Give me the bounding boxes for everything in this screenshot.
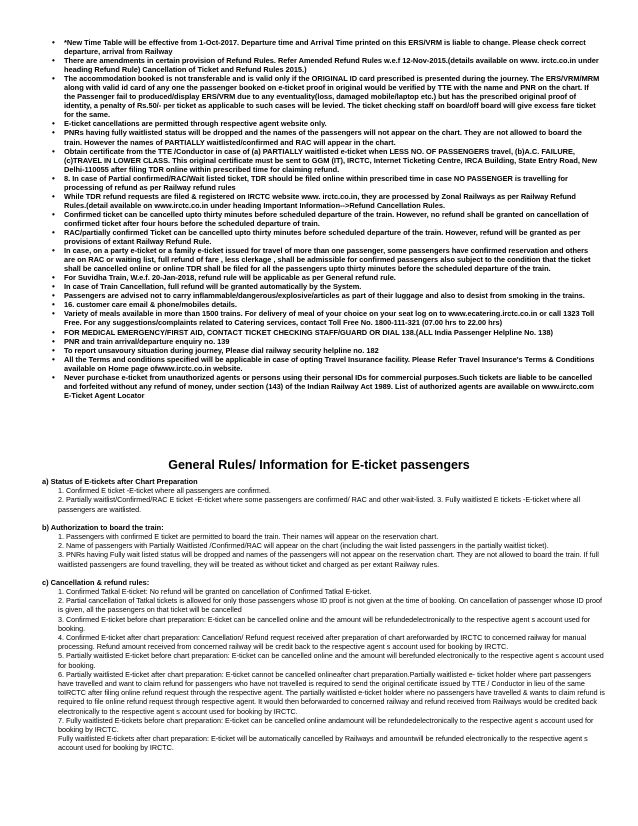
- terms-bullet-item: • Passengers are advised not to carry inflammable/dangerous/explosive/articles as part of their luggage and also to desist from smoking in the trains.: [52, 291, 600, 300]
- terms-bullet-item: • In case of Train Cancellation, full refund will be granted automatically by the System.: [52, 282, 600, 291]
- rules-item: 4. Confirmed E-ticket after chart preparation: Cancellation/ Refund request received after preparation of chart areforwarded by IRCTC to concerned railway for manual processing. Refund amount received from concerned railway will be credit back to the respective agent s account used for booking by IRCTC.: [58, 633, 587, 652]
- rules-section-title: c) Cancellation & refund rules:: [42, 577, 150, 587]
- terms-bullet-item: • PNRs having fully waitlisted status will be dropped and the names of the passengers will not appear on the chart. They are not allowed to board the train. However the names of PARTIALLY waitlisted/confirmed and RAC will appear in the chart.: [52, 128, 600, 146]
- terms-bullet-item: • FOR MEDICAL EMERGENCY/FIRST AID, CONTACT TICKET CHECKING STAFF/GUARD OR DIAL 138.(ALL India Passenger Helpline No. 138): [52, 328, 600, 337]
- rules-section-items: [42, 532, 607, 569]
- rules-item: 3. PNRs having Fully wait listed status will be dropped and names of the passengers will not appear on the reservation chart. They are not allowed to board the train. If full waitlisted passengers are found travelling, they will be treated as without ticket and charged as per extant Railway rules.: [58, 550, 599, 569]
- terms-bullet-list: [52, 38, 600, 400]
- rules-item: 1. Passengers with confirmed E ticket are permitted to board the train. Their names will appear on the reservation chart.: [58, 532, 439, 542]
- rules-item: 2. Name of passengers with Partially Waitlisted /Confirmed/RAC will appear on the chart (including the wait listed passengers in the partially waitlist ticket).: [58, 541, 549, 551]
- terms-bullet-item: • Variety of meals available in more than 1500 trains. For delivery of meal of your choice on your seat log on to www.ecatering.irctc.co.in or call 1323 Toll Free. For any suggestions/complaints related to Catering services, contact Toll Free No. 1800-111-321 (07.00 hrs to 22.00 hrs): [52, 309, 600, 327]
- general-rules-heading: General Rules/ Information for E-ticket passengers: [168, 458, 470, 472]
- terms-bullet-item: • Never purchase e-ticket from unauthorized agents or persons using their personal IDs for commercial purposes.Such tickets are liable to be cancelled and forfeited without any refund of money, under section (143) of the Indian Railway Act 1989. List of authorized agents are available on www.irctc.com E-Ticket Agent Locator: [52, 373, 600, 400]
- terms-bullet-item: • Confirmed ticket can be cancelled upto thirty minutes before scheduled departure of the train. However, no refund shall be granted on cancellation of confirmed ticket after four hours before the scheduled departure of train.: [52, 210, 600, 228]
- rules-item: 6. Partially waitlisted E-ticket after chart preparation: E-ticket cannot be cancelled onlineafter chart preparation.Partially waitlisted e- ticket holder where part passengers have travelled and want to claim refund for passengers who have not travelled is required to send the original certificate issued by TTE / Conductor in lieu of the same toIRCTC after filing online refund request through the respective agent. The partially waitlisted e-ticket holder where no passengers have travelled & wants to claim refund is required to file online refund request through respective agent. It would then beforwarded to concerned railway and refund received from Railways would be credited back electronically to the respective agent s account used for booking by IRCTC.: [58, 669, 605, 716]
- rules-section-title: a) Status of E-tickets after Chart Preparation: [42, 477, 198, 486]
- rules-section: [42, 523, 607, 569]
- rules-item: 1. Confirmed E ticket -E-ticket where all passengers are confirmed.: [58, 486, 271, 496]
- terms-bullet-item: • PNR and train arrival/departure enquiry no. 139: [52, 337, 600, 346]
- rules-section-items: [42, 587, 607, 753]
- terms-bullet-item: • All the Terms and conditions specified will be applicable in case of opting Travel Insurance facility. Please Refer Travel Insurance's Terms & Conditions available on Home page ofwww.irctc.co.in website.: [52, 355, 600, 373]
- terms-bullet-item: • The accommodation booked is not transferable and is valid only if the ORIGINAL ID card prescribed is presented during the journey. The ERS/VRM/MRM along with valid id card of any one the passenger booked on e-ticket proof in original would be verified by TTE with the name and PNR on the chart. If the Passenger fail to produced/display ERS/VRM due to any eventuality(loss, damaged mobile/laptop etc.) but has the prescribed original proof of identity, a penalty of Rs.50/- per ticket as applicable to such cases will be levied. The ticket checking staff on board/off board will give excess fare ticket for the same.: [52, 74, 600, 119]
- rules-item: 7. Fully waitlisted E-tickets before chart preparation: E-ticket can be cancelled online andamount will be refundedelectronically to the respective agent s account used for booking by IRCTC.: [58, 715, 594, 735]
- terms-bullet-item: • To report unsavoury situation during journey, Please dial railway security helpline no. 182: [52, 346, 600, 355]
- terms-bullet-item: • In case, on a party e-ticket or a family e-ticket issued for travel of more than one passenger, some passengers have confirmed reservation and others are on RAC or waiting list, full refund of fare , less clerkage , shall be admissible for confirmed passengers also subject to the condition that the ticket shall be cancelled online or online TDR shall be filed for all the passengers upto thirty minutes before the scheduled departure of the train.: [52, 246, 600, 273]
- terms-bullet-item: • E-ticket cancellations are permitted through respective agent website only.: [52, 119, 600, 128]
- terms-bullet-item: • Obtain certificate from the TTE /Conductor in case of (a) PARTIALLY waitlisted e-ticket when LESS NO. OF PASSENGERS travel, (b)A.C. FAILURE, (c)TRAVEL IN LOWER CLASS. This original certificate must be sent to GGM (IT), IRCTC, Internet Ticketing Centre, IRCA Building, State Entry Road, New Delhi-110055 after filing TDR online within prescribed time for claiming refund.: [52, 147, 600, 174]
- rules-section-title: b) Authorization to board the train:: [42, 522, 164, 532]
- rules-section-items: [42, 486, 607, 514]
- terms-bullet-item: • 8. In case of Partial confirmed/RAC/Wait listed ticket, TDR should be filed online within prescribed time in case NO PASSENGER is travelling for processing of refund as per Railway refund rules: [52, 174, 600, 192]
- rules-section: [42, 578, 607, 753]
- terms-bullet-item: • There are amendments in certain provision of Refund Rules. Refer Amended Refund Rules w.e.f 12-Nov-2015.(details available on www. irctc.co.in under heading Refund Rule) Cancellation of Ticket and Refund Rules 2015.): [52, 56, 600, 74]
- rules-item: 2. Partially waitlist/Confirmed/RAC E ticket -E-ticket where some passengers are confirmed/ RAC and other wait-listed. 3. Fully waitlisted E tickets -E-ticket where all passengers are waitlisted.: [58, 495, 581, 514]
- rules-item: 3. Confirmed E-ticket before chart preparation: E-ticket can be cancelled online and the amount will be refundedelectronically to the respective agent s account used for booking.: [58, 614, 591, 633]
- rules-item: Fully waitlisted E-tickets after chart preparation: E-ticket will be automatically cancelled by Railways and amountwill be refunded electronically to the respective agent s account used for booking by IRCTC.: [58, 734, 588, 753]
- rules-section: [42, 477, 607, 514]
- terms-bullet-item: • For Suvidha Train, W.e.f. 20-Jan-2018, refund rule will be applicable as per General refund rule.: [52, 273, 600, 282]
- general-rules-sections: [42, 477, 607, 753]
- terms-bullet-item: • *New Time Table will be effective from 1-Oct-2017. Departure time and Arrival Time printed on this ERS/VRM is liable to change. Please check correct departure, arrival from Railway: [52, 38, 600, 56]
- rules-item: 1. Confirmed Tatkal E-ticket: No refund will be granted on cancellation of Confirmed Tatkal E-ticket.: [58, 587, 372, 597]
- terms-bullet-item: • RAC/partially confirmed Ticket can be cancelled upto thirty minutes before scheduled departure of the train. However, refund will be granted as per provisions of extant Railway Refund Rule.: [52, 228, 600, 246]
- rules-item: 2. Partial cancellation of Tatkal tickets is allowed for only those passengers whose ID proof is not given at the time of booking. On cancellation of passenger whose ID proof is given, all the passengers on that ticket will be cancelled: [58, 596, 603, 615]
- rules-item: 5. Partially waitlisted E-ticket before chart preparation: E-ticket can be cancelled online and the amount will berefunded electronically to the respective agent s account used for booking.: [58, 651, 604, 670]
- terms-bullet-item: • While TDR refund requests are filed & registered on IRCTC website www. irctc.co.in, they are processed by Zonal Railways as per Railway Refund Rules.(detail available on www.irctc.co.in under heading Important Information-->Refund Cancellation Rules.: [52, 192, 600, 210]
- section-spacer: [42, 569, 607, 578]
- section-spacer: [42, 514, 607, 523]
- terms-bullet-item: • 16. customer care email & phone/mobiles details.: [52, 300, 600, 309]
